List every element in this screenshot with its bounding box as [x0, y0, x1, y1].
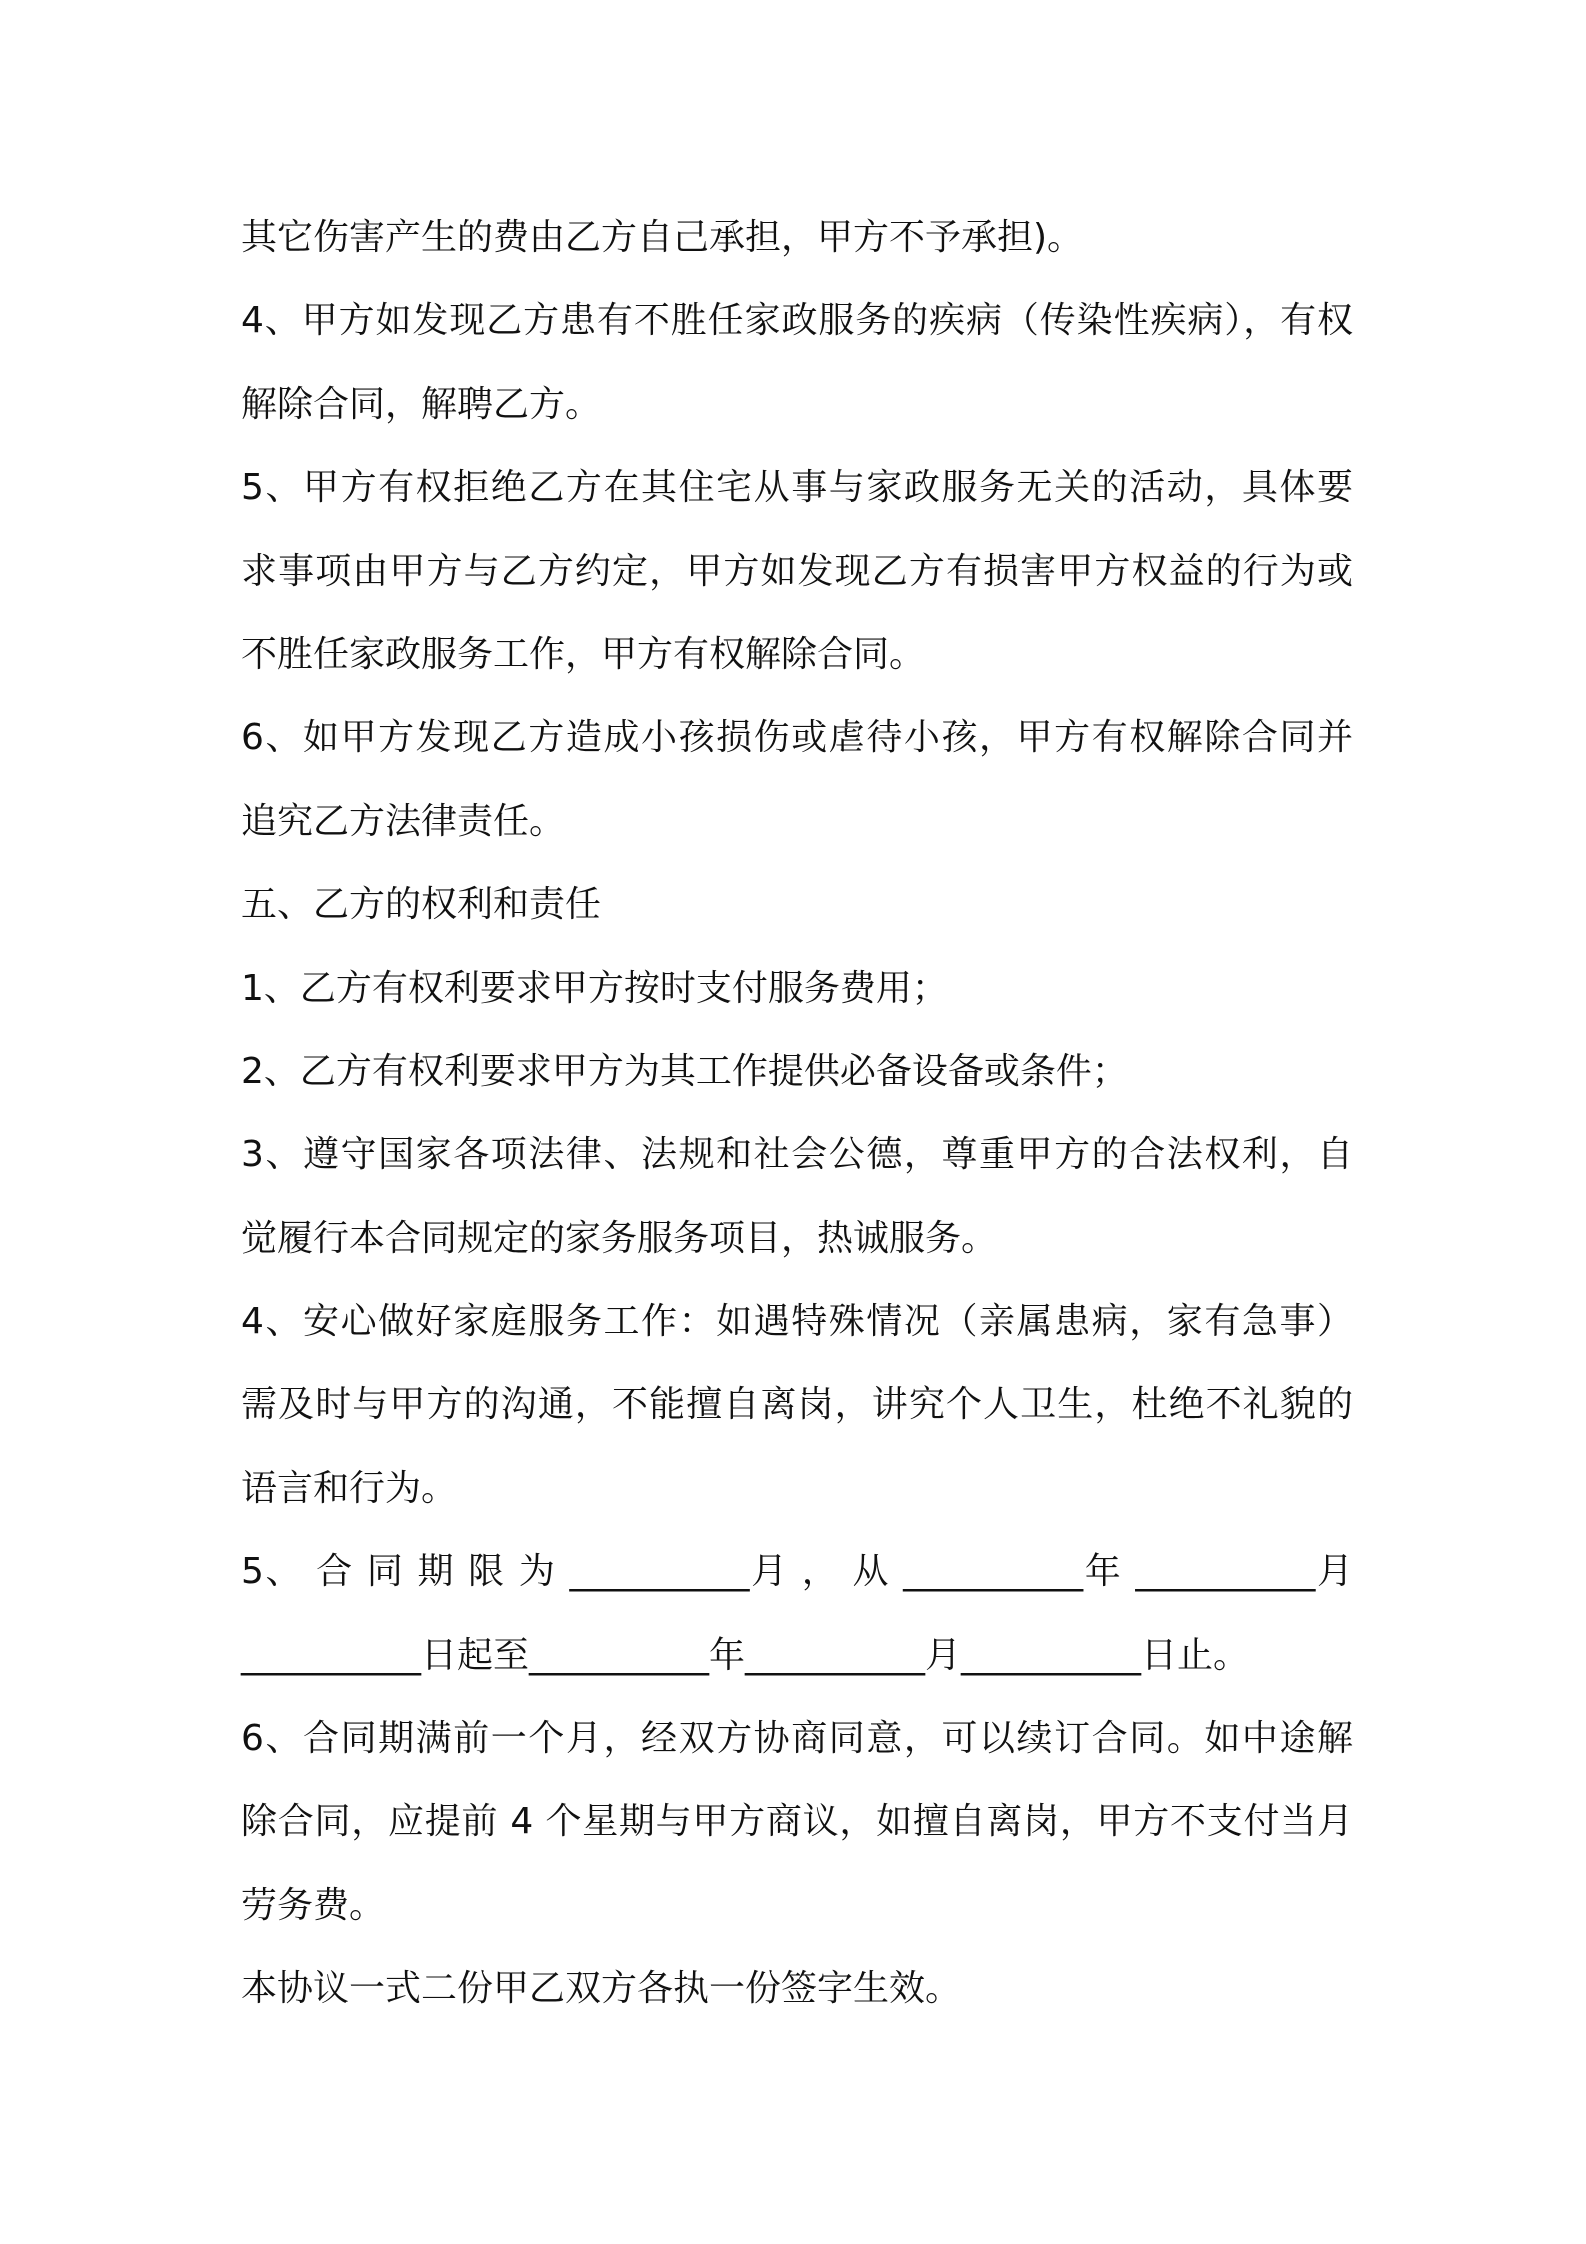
- text-line: 需及时与甲方的沟通，不能擅自离岗，讲究个人卫生，杜绝不礼貌的: [241, 1384, 1353, 1426]
- text-line: 不胜任家政服务工作，甲方有权解除合同。: [241, 633, 926, 675]
- text-line: 解除合同，解聘乙方。: [241, 383, 602, 425]
- section-heading: 五、乙方的权利和责任: [241, 884, 602, 926]
- contract-term-line: __________日起至__________年__________月__________日止。: [241, 1634, 1250, 1676]
- closing-line: 本协议一式二份甲乙双方各执一份签字生效。: [241, 1968, 962, 2010]
- text-line: 语言和行为。: [241, 1467, 458, 1509]
- text-line: 4、甲方如发现乙方患有不胜任家政服务的疾病（传染性疾病），有权: [241, 300, 1353, 342]
- contract-term-line: 5、 合 同 期 限 为 __________月 ， 从 __________年 __________月: [241, 1551, 1353, 1593]
- text-line: 5、甲方有权拒绝乙方在其住宅从事与家政服务无关的活动，具体要: [241, 467, 1353, 509]
- text-line: 追究乙方法律责任。: [241, 800, 566, 842]
- text-line: 2、乙方有权利要求甲方为其工作提供必备设备或条件；: [241, 1050, 1128, 1092]
- text-line: 觉履行本合同规定的家务服务项目，热诚服务。: [241, 1217, 998, 1259]
- text-line: 求事项由甲方与乙方约定，甲方如发现乙方有损害甲方权益的行为或: [241, 550, 1353, 592]
- text-line: 除合同，应提前 4 个星期与甲方商议，如擅自离岗，甲方不支付当月: [241, 1801, 1353, 1843]
- document-body: [241, 196, 1353, 2031]
- text-line: 6、如甲方发现乙方造成小孩损伤或虐待小孩，甲方有权解除合同并: [241, 717, 1353, 759]
- text-line: 其它伤害产生的费由乙方自己承担，甲方不予承担)。: [241, 217, 1084, 258]
- text-line: 3、遵守国家各项法律、法规和社会公德，尊重甲方的合法权利，自: [241, 1134, 1353, 1176]
- text-line: 4、安心做好家庭服务工作：如遇特殊情况（亲属患病，家有急事）: [241, 1301, 1353, 1343]
- text-line: 6、合同期满前一个月，经双方协商同意，可以续订合同。如中途解: [241, 1718, 1353, 1760]
- text-line: 1、乙方有权利要求甲方按时支付服务费用；: [241, 967, 948, 1009]
- text-line: 劳务费。: [241, 1884, 386, 1926]
